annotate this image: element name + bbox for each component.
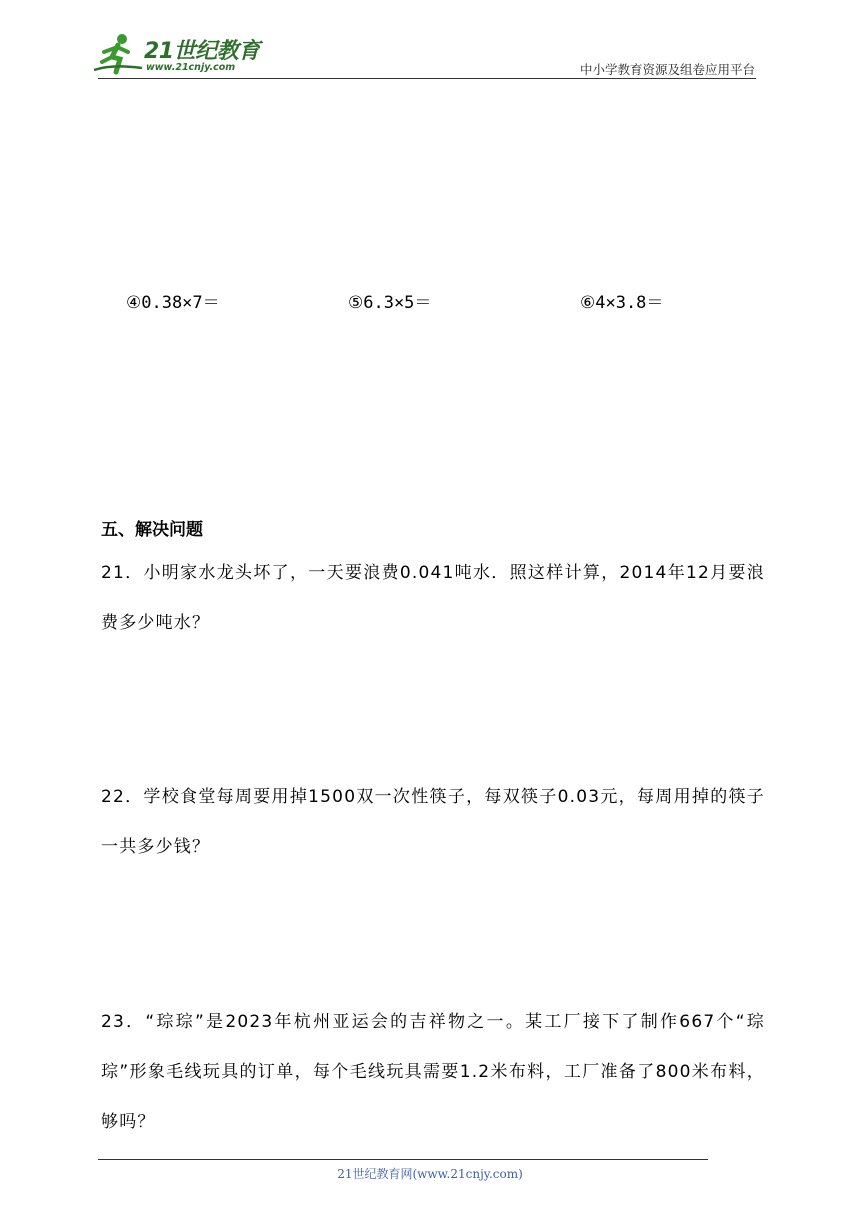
section-title: 五、解决问题 (101, 520, 203, 540)
calculation-row (0, 288, 860, 314)
header-divider (98, 78, 756, 79)
problem-23: 23．“琮琮”是2023年杭州亚运会的吉祥物之一。某工厂接下了制作667个“琮琮”形象毛线玩具的订单，每个毛线玩具需要1.2米布料，工厂准备了800米布料，够吗？ (101, 1012, 765, 1132)
logo (92, 32, 262, 80)
runner-logo-icon (92, 32, 144, 76)
footer-text: 21世纪教育网(www.21cnjy.com) (337, 1167, 523, 1181)
logo-text: 21世纪教育 (144, 39, 260, 64)
calculation-item-6: ⑥4×3.8＝ (580, 293, 664, 313)
calculation-item-5: ⑤6.3×5＝ (348, 293, 432, 313)
logo-url: www.21cnjy.com (146, 62, 236, 73)
calculation-item-4: ④0.38×7＝ (126, 293, 220, 313)
problem-22: 22．学校食堂每周要用掉1500双一次性筷子，每双筷子0.03元，每周用掉的筷子一共多少钱？ (101, 787, 765, 857)
problem-21: 21．小明家水龙头坏了，一天要浪费0.041吨水．照这样计算，2014年12月要浪费多少吨水？ (101, 563, 765, 633)
footer-divider (98, 1159, 708, 1160)
page-header (0, 0, 860, 80)
platform-name: 中小学教育资源及组卷应用平台 (579, 62, 755, 77)
